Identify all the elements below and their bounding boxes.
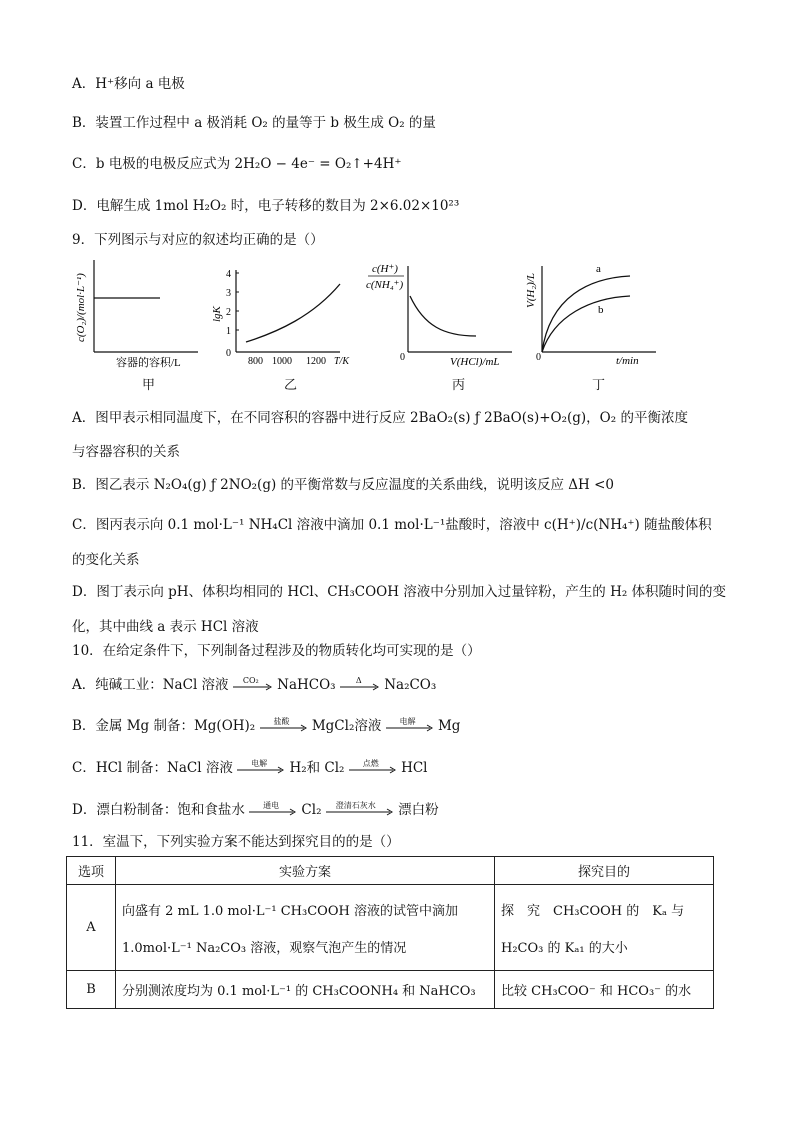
bing-curve — [410, 296, 476, 336]
figure-jia-caption: 甲 — [142, 378, 156, 393]
q11-table — [66, 856, 714, 1009]
figure-ding-caption: 丁 — [592, 378, 606, 393]
ding-label-a: a — [596, 263, 601, 275]
ding-xlabel: t/min — [616, 355, 639, 367]
yi-xtick-1000: 1000 — [272, 356, 292, 367]
q10-b-start: B．金属 Mg 制备：Mg(OH)₂ — [72, 718, 256, 734]
yi-ytick-0: 0 — [226, 348, 231, 359]
q10-option-a — [72, 675, 436, 695]
q10-stem: 10．在给定条件下，下列制备过程涉及的物质转化均可实现的是（） — [72, 643, 481, 659]
yi-xtick-1200: 1200 — [306, 356, 326, 367]
yi-ylabel: lgK — [211, 306, 223, 322]
q10-b-mid: MgCl₂溶液 — [311, 718, 382, 734]
header-plan: 实验方案 — [116, 857, 495, 885]
q11-stem: 11．室温下，下列实验方案不能达到探究目的的是（） — [72, 834, 400, 850]
q10-b-end: Mg — [437, 718, 461, 734]
q10-b-arrow1: 盐酸 — [260, 720, 308, 734]
row-b-option: B — [67, 971, 116, 1009]
yi-xtick-800: 800 — [248, 356, 263, 367]
yi-curve — [246, 284, 340, 342]
bing-ylabel-den: c(NH₄⁺) — [366, 279, 404, 291]
ding-label-b: b — [598, 304, 604, 316]
yi-xlabel: T/K — [334, 356, 350, 367]
q9-option-b: B．图乙表示 N₂O₄(g) ƒ 2NO₂(g) 的平衡常数与反应温度的关系曲线，说明该反应 ΔH <0 — [72, 477, 615, 493]
figure-yi-caption: 乙 — [284, 378, 298, 393]
yi-ytick-4: 4 — [226, 269, 231, 280]
q9-option-c-line2: 的变化关系 — [72, 552, 140, 568]
q10-a-mid: NaHCO₃ — [277, 677, 336, 693]
header-option: 选项 — [67, 857, 116, 885]
q9-option-d-line1: D．图丁表示向 pH、体积均相同的 HCl、CH₃COOH 溶液中分别加入过量锌粉，产生的 H₂ 体积随时间的变 — [72, 584, 727, 600]
q8-option-a: A．H⁺移向 a 电极 — [72, 76, 185, 92]
q9-option-d-line2: 化，其中曲线 a 表示 HCl 溶液 — [72, 619, 259, 635]
figure-ding — [520, 256, 660, 372]
yi-ytick-2: 2 — [226, 307, 231, 318]
jia-ylabel: c(O₂)/(mol·L⁻¹) — [75, 273, 87, 342]
row-b-plan: 分别测浓度均为 0.1 mol·L⁻¹ 的 CH₃COONH₄ 和 NaHCO₃ — [116, 971, 495, 1009]
q10-option-b — [72, 716, 460, 736]
q10-option-c — [72, 758, 428, 778]
q10-c-end: HCl — [401, 760, 428, 776]
q8-option-c: C．b 电极的电极反应式为 2H₂O − 4e⁻ = O₂↑+4H⁺ — [72, 156, 402, 172]
q10-b-arrow2: 电解 — [386, 720, 434, 734]
table-header-row — [67, 857, 714, 885]
yi-ytick-1: 1 — [226, 326, 231, 337]
q10-d-arrow1: 通电 — [249, 804, 297, 818]
ding-curve-a — [542, 276, 630, 352]
q9-stem: 9．下列图示与对应的叙述均正确的是（） — [72, 232, 324, 248]
figure-jia — [70, 256, 200, 372]
q10-d-arrow2: 澄清石灰水 — [326, 804, 394, 818]
row-a-goal — [495, 885, 714, 971]
bing-origin: 0 — [400, 352, 405, 363]
row-a-plan-line2: 1.0mol·L⁻¹ Na₂CO₃ 溶液，观察气泡产生的情况 — [122, 940, 407, 956]
q8-option-b: B．装置工作过程中 a 极消耗 O₂ 的量等于 b 极生成 O₂ 的量 — [72, 115, 436, 131]
bing-ylabel-num: c(H⁺) — [372, 263, 398, 275]
q10-c-arrow2: 点燃 — [349, 762, 397, 776]
yi-ytick-3: 3 — [226, 288, 231, 299]
q10-c-start: C．HCl 制备：NaCl 溶液 — [72, 760, 233, 776]
row-a-option: A — [67, 885, 116, 971]
figure-yi — [208, 256, 358, 372]
table-row — [67, 885, 714, 971]
q10-d-end: 漂白粉 — [398, 802, 439, 818]
row-a-goal-line1: 探 究 CH₃COOH 的 Kₐ 与 — [501, 903, 685, 919]
figure-bing — [364, 256, 516, 372]
q10-d-start: D．漂白粉制备：饱和食盐水 — [72, 802, 245, 818]
q9-option-a-line1: A．图甲表示相同温度下，在不同容积的容器中进行反应 2BaO₂(s) ƒ 2BaO(s)+O₂(g)，O₂ 的平衡浓度 — [72, 410, 688, 426]
bing-xlabel: V(HCl)/mL — [450, 356, 500, 368]
row-a-plan-line1: 向盛有 2 mL 1.0 mol·L⁻¹ CH₃COOH 溶液的试管中滴加 — [122, 903, 458, 919]
q10-a-arrow2: Δ — [340, 679, 380, 693]
q9-option-c-line1: C．图丙表示向 0.1 mol·L⁻¹ NH₄Cl 溶液中滴加 0.1 mol·L⁻¹盐酸时，溶液中 c(H⁺)/c(NH₄⁺) 随盐酸体积 — [72, 517, 712, 533]
q9-option-a-line2: 与容器容积的关系 — [72, 444, 180, 460]
ding-curve-b — [542, 296, 630, 352]
header-goal: 探究目的 — [495, 857, 714, 885]
q10-c-mid: H₂和 Cl₂ — [289, 760, 345, 776]
table-row — [67, 971, 714, 1009]
ding-origin: 0 — [536, 352, 541, 363]
q8-option-d: D．电解生成 1mol H₂O₂ 时，电子转移的数目为 2×6.02×10²³ — [72, 198, 460, 214]
q10-d-mid: Cl₂ — [301, 802, 322, 818]
q10-c-arrow1: 电解 — [237, 762, 285, 776]
jia-xlabel: 容器的容积/L — [116, 357, 181, 369]
row-a-goal-line2: H₂CO₃ 的 Kₐ₁ 的大小 — [501, 940, 628, 956]
row-a-plan — [116, 885, 495, 971]
row-b-goal: 比较 CH₃COO⁻ 和 HCO₃⁻ 的水 — [495, 971, 714, 1009]
q10-a-arrow1: CO₂ — [233, 679, 273, 693]
ding-ylabel: V(H₂)/L — [525, 273, 537, 308]
q10-a-end: Na₂CO₃ — [384, 677, 437, 693]
q10-option-d — [72, 800, 439, 820]
q10-a-start: A．纯碱工业：NaCl 溶液 — [72, 677, 229, 693]
figure-bing-caption: 丙 — [452, 378, 466, 393]
